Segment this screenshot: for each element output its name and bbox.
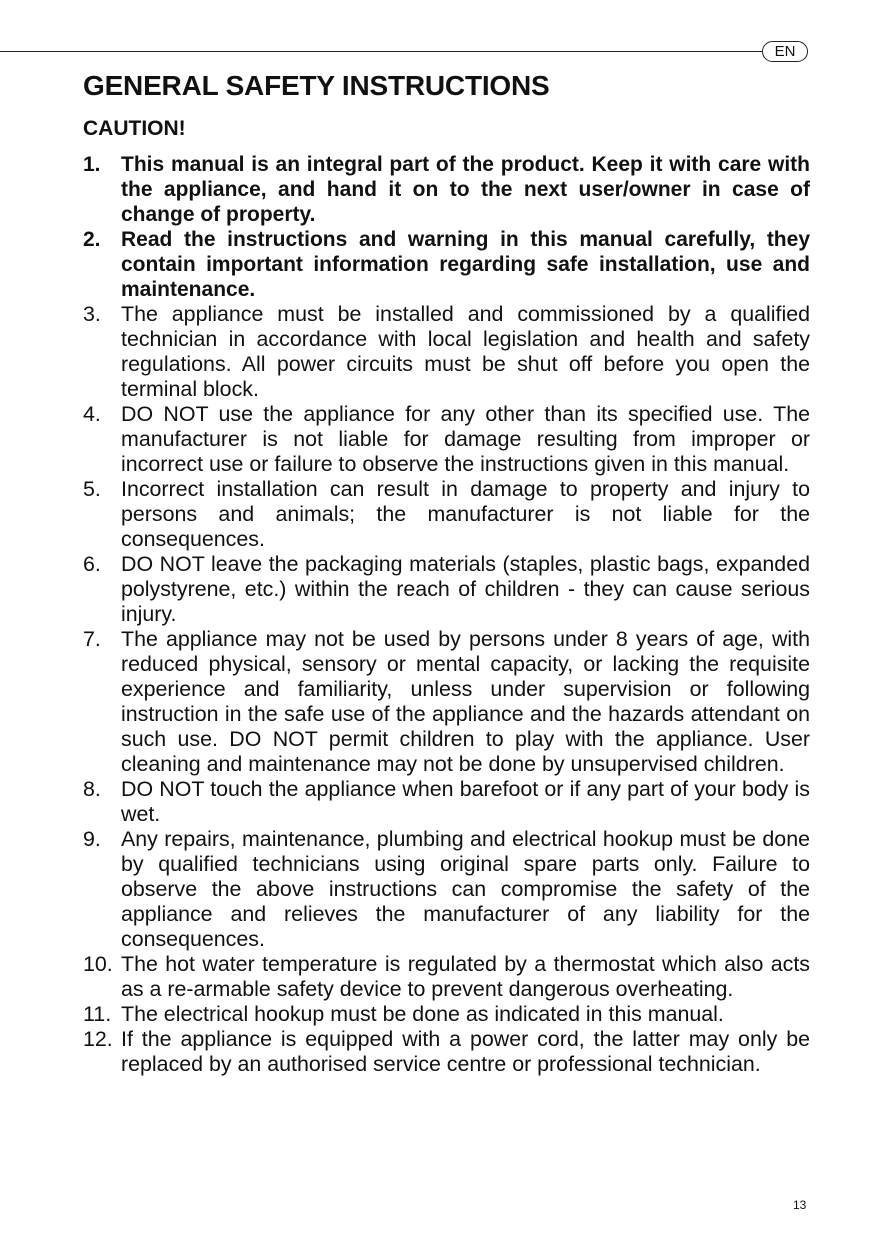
list-item-text: The hot water temperature is regulated by a thermostat which also acts as a re-armable safety device to prevent dangerous overheating. [121, 952, 810, 1001]
list-item-text: This manual is an integral part of the product. Keep it with care with the appliance, and hand it on to the next user/owner in case of change of property. [121, 153, 810, 226]
list-item-number: 10. [83, 952, 113, 976]
list-item-text: Incorrect installation can result in damage to property and injury to persons and animals; the manufacturer is not liable for the consequences. [121, 477, 810, 551]
list-item-text: DO NOT leave the packaging materials (staples, plastic bags, expanded polystyrene, etc.) within the reach of children - they can cause serious injury. [121, 552, 810, 626]
caution-heading: CAUTION! [83, 117, 186, 140]
list-item-number: 7. [83, 627, 101, 651]
list-item-number: 5. [83, 477, 101, 501]
page-title: GENERAL SAFETY INSTRUCTIONS [83, 70, 550, 101]
list-item [83, 402, 810, 477]
list-item [83, 1027, 810, 1077]
language-badge: EN [762, 41, 808, 62]
list-item [83, 627, 810, 777]
list-item-number: 12. [83, 1027, 113, 1051]
list-item-number: 4. [83, 402, 101, 426]
list-item-text: Any repairs, maintenance, plumbing and electrical hookup must be done by qualified technicians using original spare parts only. Failure to observe the above instructions can compromise the safety of the appliance and relieves the manufacturer of any liability for the consequences. [121, 827, 810, 951]
list-item-text: The appliance may not be used by persons under 8 years of age, with reduced physical, sensory or mental capacity, or lacking the requisite experience and familiarity, unless under supervision or following instruction in the safe use of the appliance and the hazards attendant on such use. DO NOT permit children to play with the appliance. User cleaning and maintenance may not be done by unsupervised children. [121, 627, 810, 776]
list-item-text: Read the instructions and warning in this manual carefully, they contain important information regarding safe installation, use and maintenance. [121, 228, 810, 301]
list-item-text: DO NOT touch the appliance when barefoot or if any part of your body is wet. [121, 777, 810, 826]
list-item-text: The appliance must be installed and commissioned by a qualified technician in accordance with local legislation and health and safety regulations. All power circuits must be shut off before you open the terminal block. [121, 302, 810, 401]
list-item [83, 302, 810, 402]
list-item-text: If the appliance is equipped with a power cord, the latter may only be replaced by an authorised service centre or professional technician. [121, 1027, 810, 1076]
page-number: 13 [793, 1198, 807, 1212]
list-item-number: 1. [83, 153, 101, 176]
list-item-number: 9. [83, 827, 101, 851]
list-item-number: 2. [83, 228, 101, 251]
safety-instructions-list [83, 152, 810, 1077]
list-item-text: The electrical hookup must be done as indicated in this manual. [121, 1002, 724, 1026]
list-item-number: 3. [83, 302, 101, 326]
list-item-number: 6. [83, 552, 101, 576]
list-item-text: DO NOT use the appliance for any other than its specified use. The manufacturer is not liable for damage resulting from improper or incorrect use or failure to observe the instructions given in this manual. [121, 402, 810, 476]
list-item [83, 552, 810, 627]
list-item [83, 952, 810, 1002]
list-item-number: 11. [83, 1002, 112, 1026]
list-item [83, 152, 810, 227]
list-item [83, 827, 810, 952]
list-item-number: 8. [83, 777, 101, 801]
list-item [83, 1002, 810, 1027]
list-item [83, 477, 810, 552]
list-item [83, 777, 810, 827]
header-rule [0, 51, 762, 52]
list-item [83, 227, 810, 302]
